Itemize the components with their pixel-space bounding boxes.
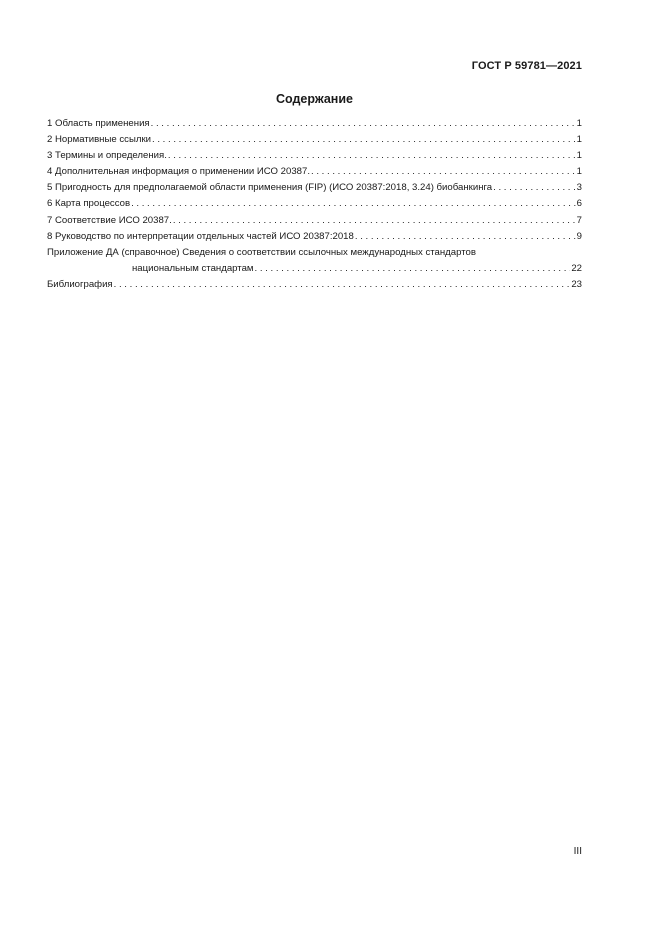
toc-item-label: Библиография — [47, 278, 113, 290]
toc-leader — [131, 196, 576, 212]
toc-item-page: 6 — [576, 198, 582, 210]
toc-appendix-label: Приложение ДА (справочное) Сведения о соответствии ссылочных международных стандартов — [47, 246, 476, 258]
toc-item-label: 2 Нормативные ссылки — [47, 134, 152, 146]
toc-item-label: 1 Область применения — [47, 118, 150, 129]
toc-item-page: 1 — [576, 150, 582, 162]
toc-item-page: 22 — [571, 262, 582, 274]
table-of-contents — [47, 116, 582, 293]
toc-item-page: 3 — [576, 182, 582, 194]
toc-item-page: 9 — [576, 230, 582, 242]
toc-appendix-label-cont: национальным стандартам — [132, 262, 254, 274]
toc-item[interactable] — [47, 196, 582, 212]
toc-leader — [173, 213, 576, 229]
toc-item-page: 23 — [571, 278, 582, 290]
toc-item[interactable] — [47, 116, 582, 132]
toc-item-label: 5 Пригодность для предполагаемой области применения (FIP) (ИСО 20387:2018, 3.24) биобанкинга — [47, 182, 493, 194]
toc-item-label: 4 Дополнительная информация о применении ИСО 20387. — [47, 166, 310, 178]
toc-item-label: 6 Карта процессов — [47, 198, 131, 210]
page-number: III — [573, 846, 582, 857]
toc-leader — [493, 180, 576, 196]
toc-item[interactable] — [47, 148, 582, 164]
toc-leader — [355, 229, 576, 245]
toc-leader — [311, 164, 576, 180]
page-title: Содержание — [275, 92, 353, 106]
toc-leader — [152, 132, 576, 148]
toc-leader — [255, 261, 571, 277]
toc-item-label: 3 Термины и определения. — [47, 150, 167, 162]
toc-item-label: 7 Соответствие ИСО 20387. — [47, 214, 172, 226]
toc-item-page: 1 — [576, 118, 582, 129]
toc-item-page: 7 — [576, 214, 582, 226]
toc-bibliography-item[interactable] — [47, 277, 582, 293]
toc-item[interactable] — [47, 180, 582, 196]
standard-id: ГОСТ Р 59781—2021 — [471, 60, 582, 72]
toc-item[interactable] — [47, 132, 582, 148]
toc-item[interactable] — [47, 229, 582, 245]
toc-item-label: 8 Руководство по интерпретации отдельных частей ИСО 20387:2018 — [47, 230, 354, 242]
toc-item[interactable] — [47, 164, 582, 180]
toc-item-page: 1 — [576, 134, 582, 146]
toc-leader — [168, 148, 576, 164]
toc-leader — [151, 116, 576, 132]
toc-item[interactable] — [47, 213, 582, 229]
toc-appendix-item[interactable] — [47, 245, 582, 277]
toc-leader — [114, 277, 571, 293]
toc-item-page: 1 — [576, 166, 582, 178]
